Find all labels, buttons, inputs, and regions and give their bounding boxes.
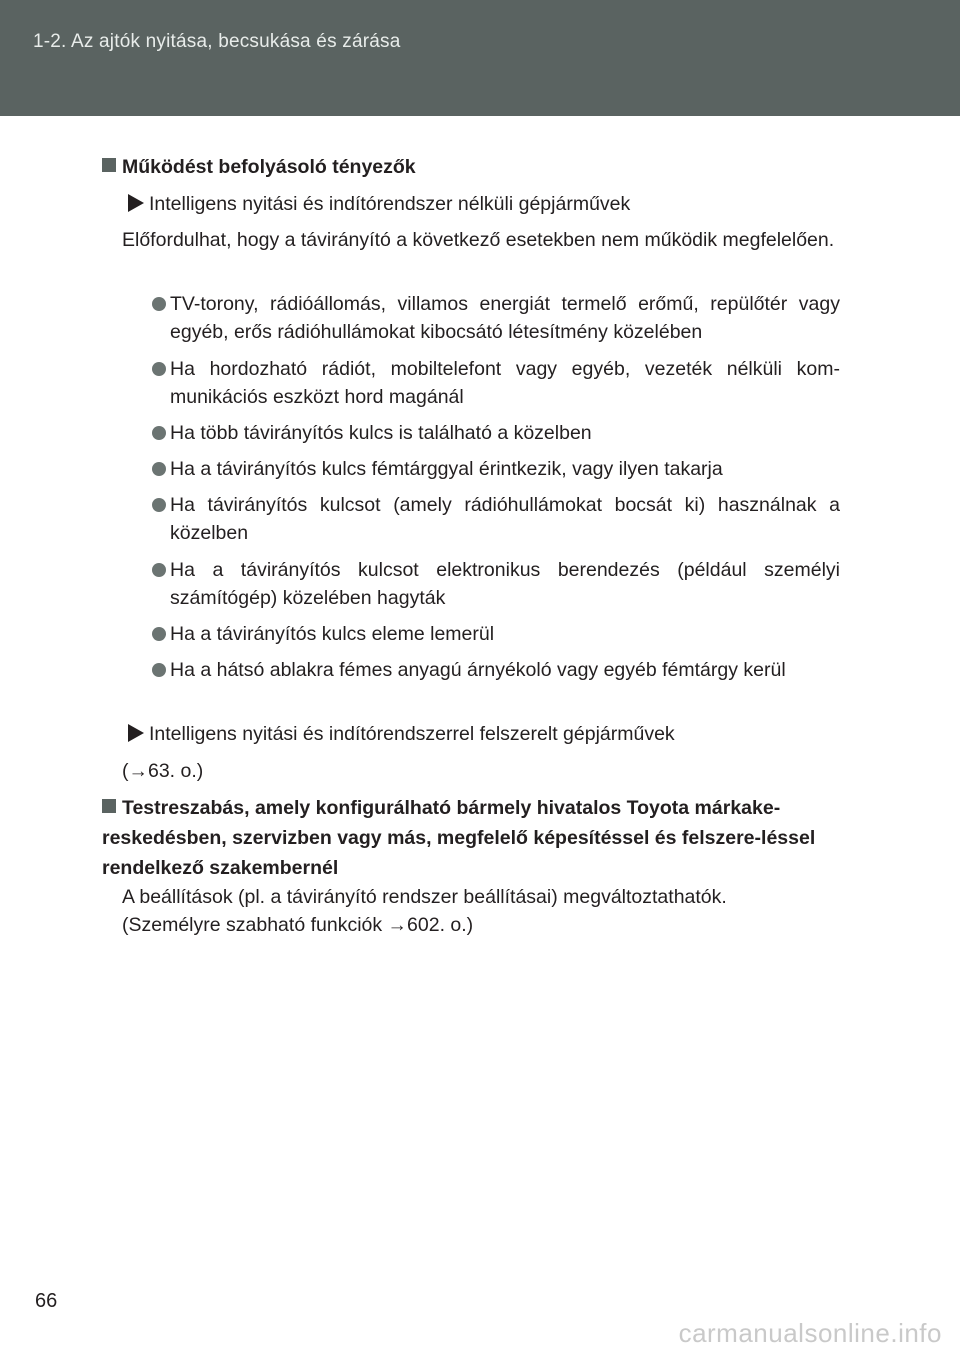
subheading-without-smart-entry: Intelligens nyitási és indítórendszer nélküli gépjárművek xyxy=(128,190,630,218)
customization-reference: (Személyre szabható funkciók →602. o.) xyxy=(122,914,474,936)
circle-bullet-icon xyxy=(152,563,166,577)
square-bullet-icon xyxy=(102,158,116,172)
subheading-with-smart-entry: Intelligens nyitási és indítórendszerrel felszerelt gépjárművek xyxy=(128,720,675,748)
customization-text: A beállítások (pl. a távirányító rendszer beállításai) megváltoztathatók. xyxy=(122,886,727,908)
circle-bullet-icon xyxy=(152,663,166,677)
section-heading-factors: Működést befolyásoló tényezők xyxy=(102,152,854,182)
circle-bullet-icon xyxy=(152,627,166,641)
list-item: Ha hordozható rádiót, mobiltelefont vagy egyéb, vezeték nélküli kom-munikációs eszközt hord magánál xyxy=(152,355,840,411)
section-heading-customization: Testreszabás, amely konfigurálható bármely hivatalos Toyota márkake-reskedésben, szervizben vagy más, megfelelő képesítéssel és felszere-léssel rendelkező szakembernél xyxy=(102,797,816,879)
circle-bullet-icon xyxy=(152,426,166,440)
list-item: Ha távirányítós kulcsot (amely rádióhullámokat bocsát ki) használnak a közelben xyxy=(152,491,840,547)
circle-bullet-icon xyxy=(152,362,166,376)
triangle-right-icon xyxy=(128,724,144,742)
page-reference: (→63. o.) xyxy=(122,760,204,782)
triangle-right-icon xyxy=(128,194,144,212)
chapter-title: 1-2. Az ajtók nyitása, becsukása és zárása xyxy=(33,31,401,52)
circle-bullet-icon xyxy=(152,462,166,476)
list-item: Ha a távirányítós kulcs fémtárggyal érintkezik, vagy ilyen takarja xyxy=(152,455,840,483)
intro-paragraph: Előfordulhat, hogy a távirányító a következő esetekben nem működik megfelelően. xyxy=(122,229,835,251)
square-bullet-icon xyxy=(102,799,116,813)
circle-bullet-icon xyxy=(152,498,166,512)
page-header xyxy=(0,0,960,116)
list-item: Ha a távirányítós kulcsot elektronikus berendezés (például személyi számítógép) közelében hagyták xyxy=(152,556,840,612)
circle-bullet-icon xyxy=(152,297,166,311)
watermark: carmanualsonline.info xyxy=(678,1318,942,1348)
list-item: TV-torony, rádióállomás, villamos energiát termelő erőmű, repülőtér vagy egyéb, erős rádióhullámokat kibocsátó létesítmény közelében xyxy=(152,290,840,346)
list-item: Ha a távirányítós kulcs eleme lemerül xyxy=(152,620,840,648)
page-number: 66 xyxy=(35,1290,58,1312)
list-item: Ha a hátsó ablakra fémes anyagú árnyékoló vagy egyéb fémtárgy kerül xyxy=(152,656,840,684)
list-item: Ha több távirányítós kulcs is található a közelben xyxy=(152,419,840,447)
